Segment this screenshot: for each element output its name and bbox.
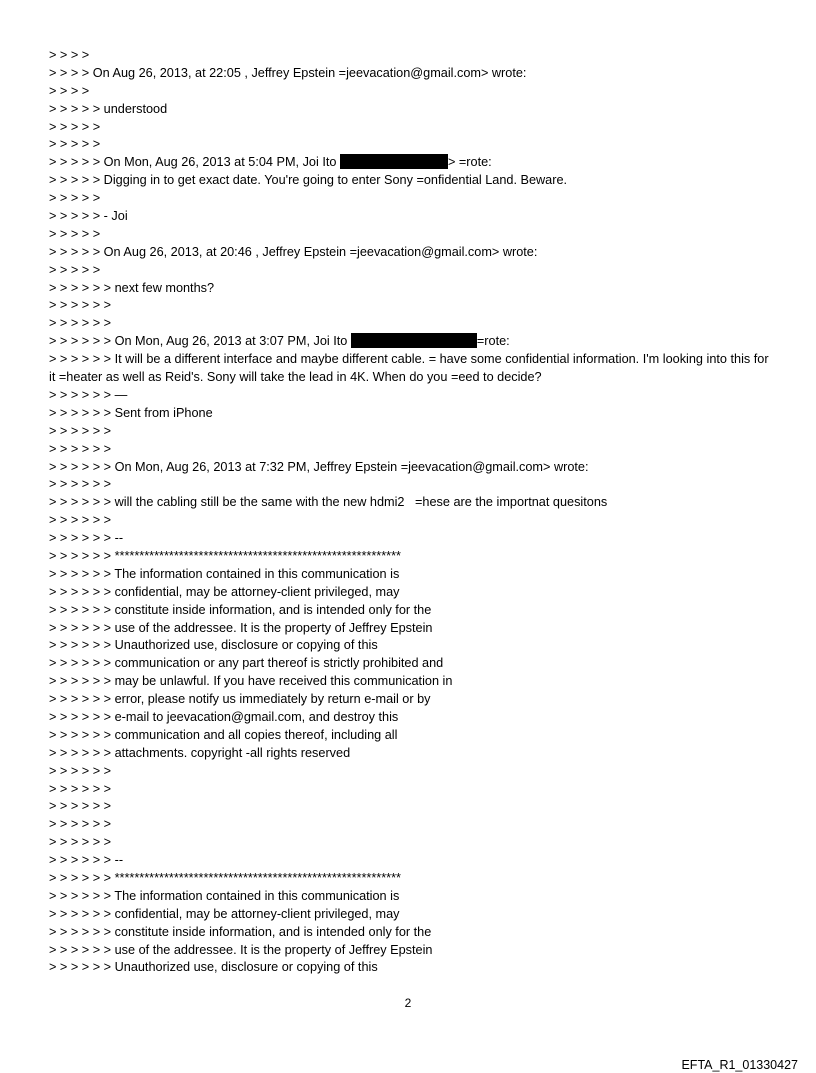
quote-line-43: > > > > > > — [49, 817, 112, 832]
quote-line-22: > > > > > > — [49, 441, 112, 456]
quote-line-49: > > > > > > constitute inside information, and is intended only for the — [49, 924, 432, 939]
quote-line-18: > > > > > > It will be a different interface and maybe different cable. = have some confidential information. I'm looking into this for it =heater as well as Reid's. Sony will take the lead in 4K. When do you =eed to decide? — [49, 352, 773, 385]
quote-line-6: > > > > > — [49, 137, 101, 152]
quote-line-5: > > > > > — [49, 119, 101, 134]
quote-line-25: > > > > > > will the cabling still be the same with the new hdmi2 =hese are the importnat quesitons — [49, 495, 608, 510]
quote-line-36: > > > > > > error, please notify us immediately by return e-mail or by — [49, 692, 431, 707]
quote-line-26: > > > > > > — [49, 513, 112, 528]
quote-line-24: > > > > > > — [49, 477, 112, 492]
quote-line-3: > > > > — [49, 83, 90, 98]
document-id: EFTA_R1_01330427 — [681, 1058, 798, 1072]
quote-line-50: > > > > > > use of the addressee. It is the property of Jeffrey Epstein — [49, 942, 433, 957]
quote-line-39: > > > > > > attachments. copyright -all rights reserved — [49, 745, 351, 760]
quote-line-30: > > > > > > confidential, may be attorney-client privileged, may — [49, 584, 400, 599]
quote-line-33: > > > > > > Unauthorized use, disclosure or copying of this — [49, 638, 378, 653]
quote-line-9: > > > > > — [49, 191, 101, 206]
quote-line-8: > > > > > Digging in to get exact date. You're going to enter Sony =onfidential Land. Beware. — [49, 173, 568, 188]
quote-line-45: > > > > > > -- — [49, 853, 124, 868]
quote-line-19: > > > > > > — — [49, 387, 128, 402]
quote-line-44: > > > > > > — [49, 835, 112, 850]
joi-ito-header-2: > > > > > > On Mon, Aug 26, 2013 at 3:07 PM, Joi Ito — [49, 334, 348, 349]
quote-line-27: > > > > > > -- — [49, 531, 124, 546]
quote-line-35: > > > > > > may be unlawful. If you have received this communication in — [49, 674, 453, 689]
quote-line-15: > > > > > > — [49, 298, 112, 313]
quote-line-10: > > > > > - Joi — [49, 209, 128, 224]
redaction-box — [351, 333, 477, 348]
quote-line-37: > > > > > > e-mail to jeevacation@gmail.com, and destroy this — [49, 709, 399, 724]
joi-ito-header-1: > > > > > On Mon, Aug 26, 2013 at 5:04 PM, Joi Ito — [49, 155, 337, 170]
quote-line-7 — [49, 154, 769, 172]
quote-line-13: > > > > > — [49, 262, 101, 277]
quote-line-23: > > > > > > On Mon, Aug 26, 2013 at 7:32 PM, Jeffrey Epstein =jeevacation@gmail.com> wrote: — [49, 459, 589, 474]
quote-line-14: > > > > > > next few months? — [49, 280, 215, 295]
quote-line-41: > > > > > > — [49, 781, 112, 796]
quote-line-20: > > > > > > Sent from iPhone — [49, 405, 213, 420]
quote-line-12: > > > > > On Aug 26, 2013, at 20:46 , Jeffrey Epstein =jeevacation@gmail.com> wrote: — [49, 244, 538, 259]
redaction-box — [340, 154, 448, 169]
header-rote-2: =rote: — [476, 334, 510, 349]
header-rote-1: > =rote: — [447, 155, 492, 170]
quote-line-31: > > > > > > constitute inside information, and is intended only for the — [49, 602, 432, 617]
quote-line-2: > > > > On Aug 26, 2013, at 22:05 , Jeffrey Epstein =jeevacation@gmail.com> wrote: — [49, 65, 527, 80]
quote-line-46: > > > > > > ********************************************************** — [49, 871, 401, 885]
quote-line-42: > > > > > > — [49, 799, 112, 814]
quote-line-17 — [49, 333, 769, 351]
page-number: 2 — [404, 996, 412, 1010]
quote-line-47: > > > > > > The information contained in this communication is — [49, 888, 400, 903]
quote-line-29: > > > > > > The information contained in this communication is — [49, 566, 400, 581]
quote-line-34: > > > > > > communication or any part thereof is strictly prohibited and — [49, 656, 444, 671]
quote-line-28: > > > > > > ********************************************************** — [49, 548, 401, 563]
quote-line-11: > > > > > — [49, 226, 101, 241]
quote-line-4: > > > > > understood — [49, 101, 168, 116]
quote-line-21: > > > > > > — [49, 423, 112, 438]
quote-line-51: > > > > > > Unauthorized use, disclosure or copying of this — [49, 960, 378, 975]
quote-line-48: > > > > > > confidential, may be attorney-client privileged, may — [49, 906, 400, 921]
quote-line-32: > > > > > > use of the addressee. It is the property of Jeffrey Epstein — [49, 620, 433, 635]
quote-line-1: > > > > — [49, 48, 90, 62]
quote-line-40: > > > > > > — [49, 763, 112, 778]
email-thread-body — [49, 47, 773, 977]
quote-line-16: > > > > > > — [49, 316, 112, 331]
quote-line-38: > > > > > > communication and all copies thereof, including all — [49, 727, 398, 742]
